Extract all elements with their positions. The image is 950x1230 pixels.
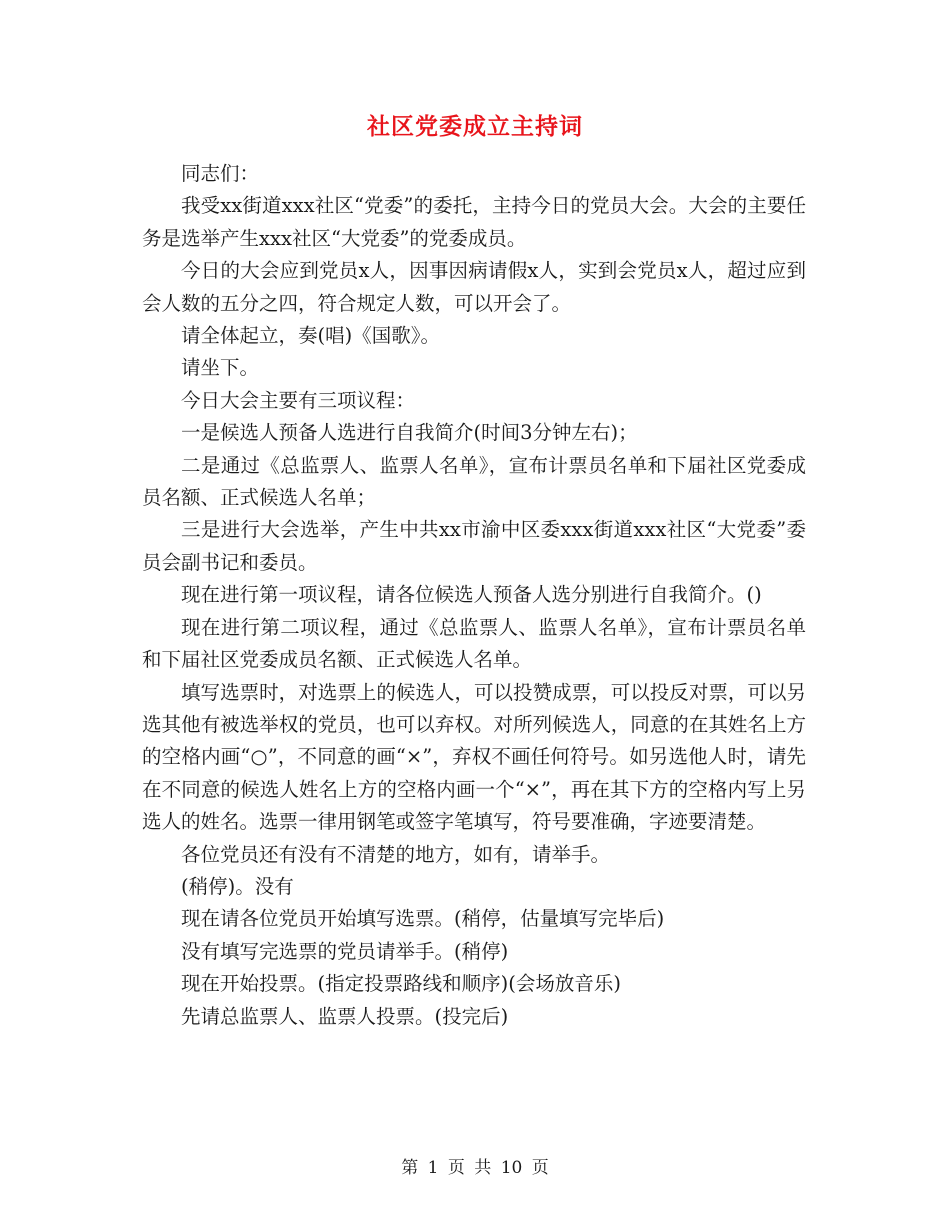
paragraph: 现在进行第一项议程，请各位候选人预备人选分别进行自我简介。() xyxy=(181,583,762,607)
page-number-footer: 第 1 页 共 10 页 xyxy=(401,1158,549,1178)
document-body xyxy=(142,158,806,1033)
paragraph: 三是进行大会选举，产生中共xx市渝中区委xxx街道xxx社区“大党委”委员会副书记和委员。 xyxy=(142,518,806,574)
paragraph: 二是通过《总监票人、监票人名单》，宣布计票员名单和下届社区党委成员名额、正式候选人名单； xyxy=(142,453,806,510)
paragraph: 今日大会主要有三项议程： xyxy=(181,388,416,412)
paragraph: 一是候选人预备人选进行自我简介(时间3分钟左右)； xyxy=(181,421,638,445)
paragraph: (稍停)。没有 xyxy=(181,874,294,898)
document-title: 社区党委成立主持词 xyxy=(367,113,583,140)
paragraph: 请全体起立，奏(唱)《国歌》。 xyxy=(181,324,440,348)
paragraph: 现在进行第二项议程，通过《总监票人、监票人名单》，宣布计票员名单和下届社区党委成员名额、正式候选人名单。 xyxy=(142,615,806,672)
paragraph: 现在开始投票。(指定投票路线和顺序)(会场放音乐) xyxy=(181,972,621,996)
paragraph-salutation: 同志们： xyxy=(181,162,260,185)
paragraph: 今日的大会应到党员x人，因事因病请假x人，实到会党员x人，超过应到会人数的五分之四，符合规定人数，可以开会了。 xyxy=(142,259,806,315)
paragraph: 我受xx街道xxx社区“党委”的委托，主持今日的党员大会。大会的主要任务是选举产生xxx社区“大党委”的党委成员。 xyxy=(142,194,806,250)
paragraph: 各位党员还有没有不清楚的地方，如有，请举手。 xyxy=(181,842,611,866)
paragraph: 请坐下。 xyxy=(181,356,260,380)
paragraph: 先请总监票人、监票人投票。(投完后) xyxy=(181,1004,509,1028)
paragraph: 现在请各位党员开始填写选票。(稍停，估量填写完毕后) xyxy=(181,907,665,931)
paragraph: 没有填写完选票的党员请举手。(稍停) xyxy=(181,939,509,963)
paragraph: 填写选票时，对选票上的候选人，可以投赞成票，可以投反对票，可以另选其他有被选举权的党员，也可以弃权。对所列候选人，同意的在其姓名上方的空格内画“○”，不同意的画“×”，弃权不画任何符号。如另选他人时，请先在不同意的候选人姓名上方的空格内画一个“×”，再在其下方的空格内写上另选人的姓名。选票一律用钢笔或签字笔填写，符号要准确，字迹要清楚。 xyxy=(142,680,806,834)
